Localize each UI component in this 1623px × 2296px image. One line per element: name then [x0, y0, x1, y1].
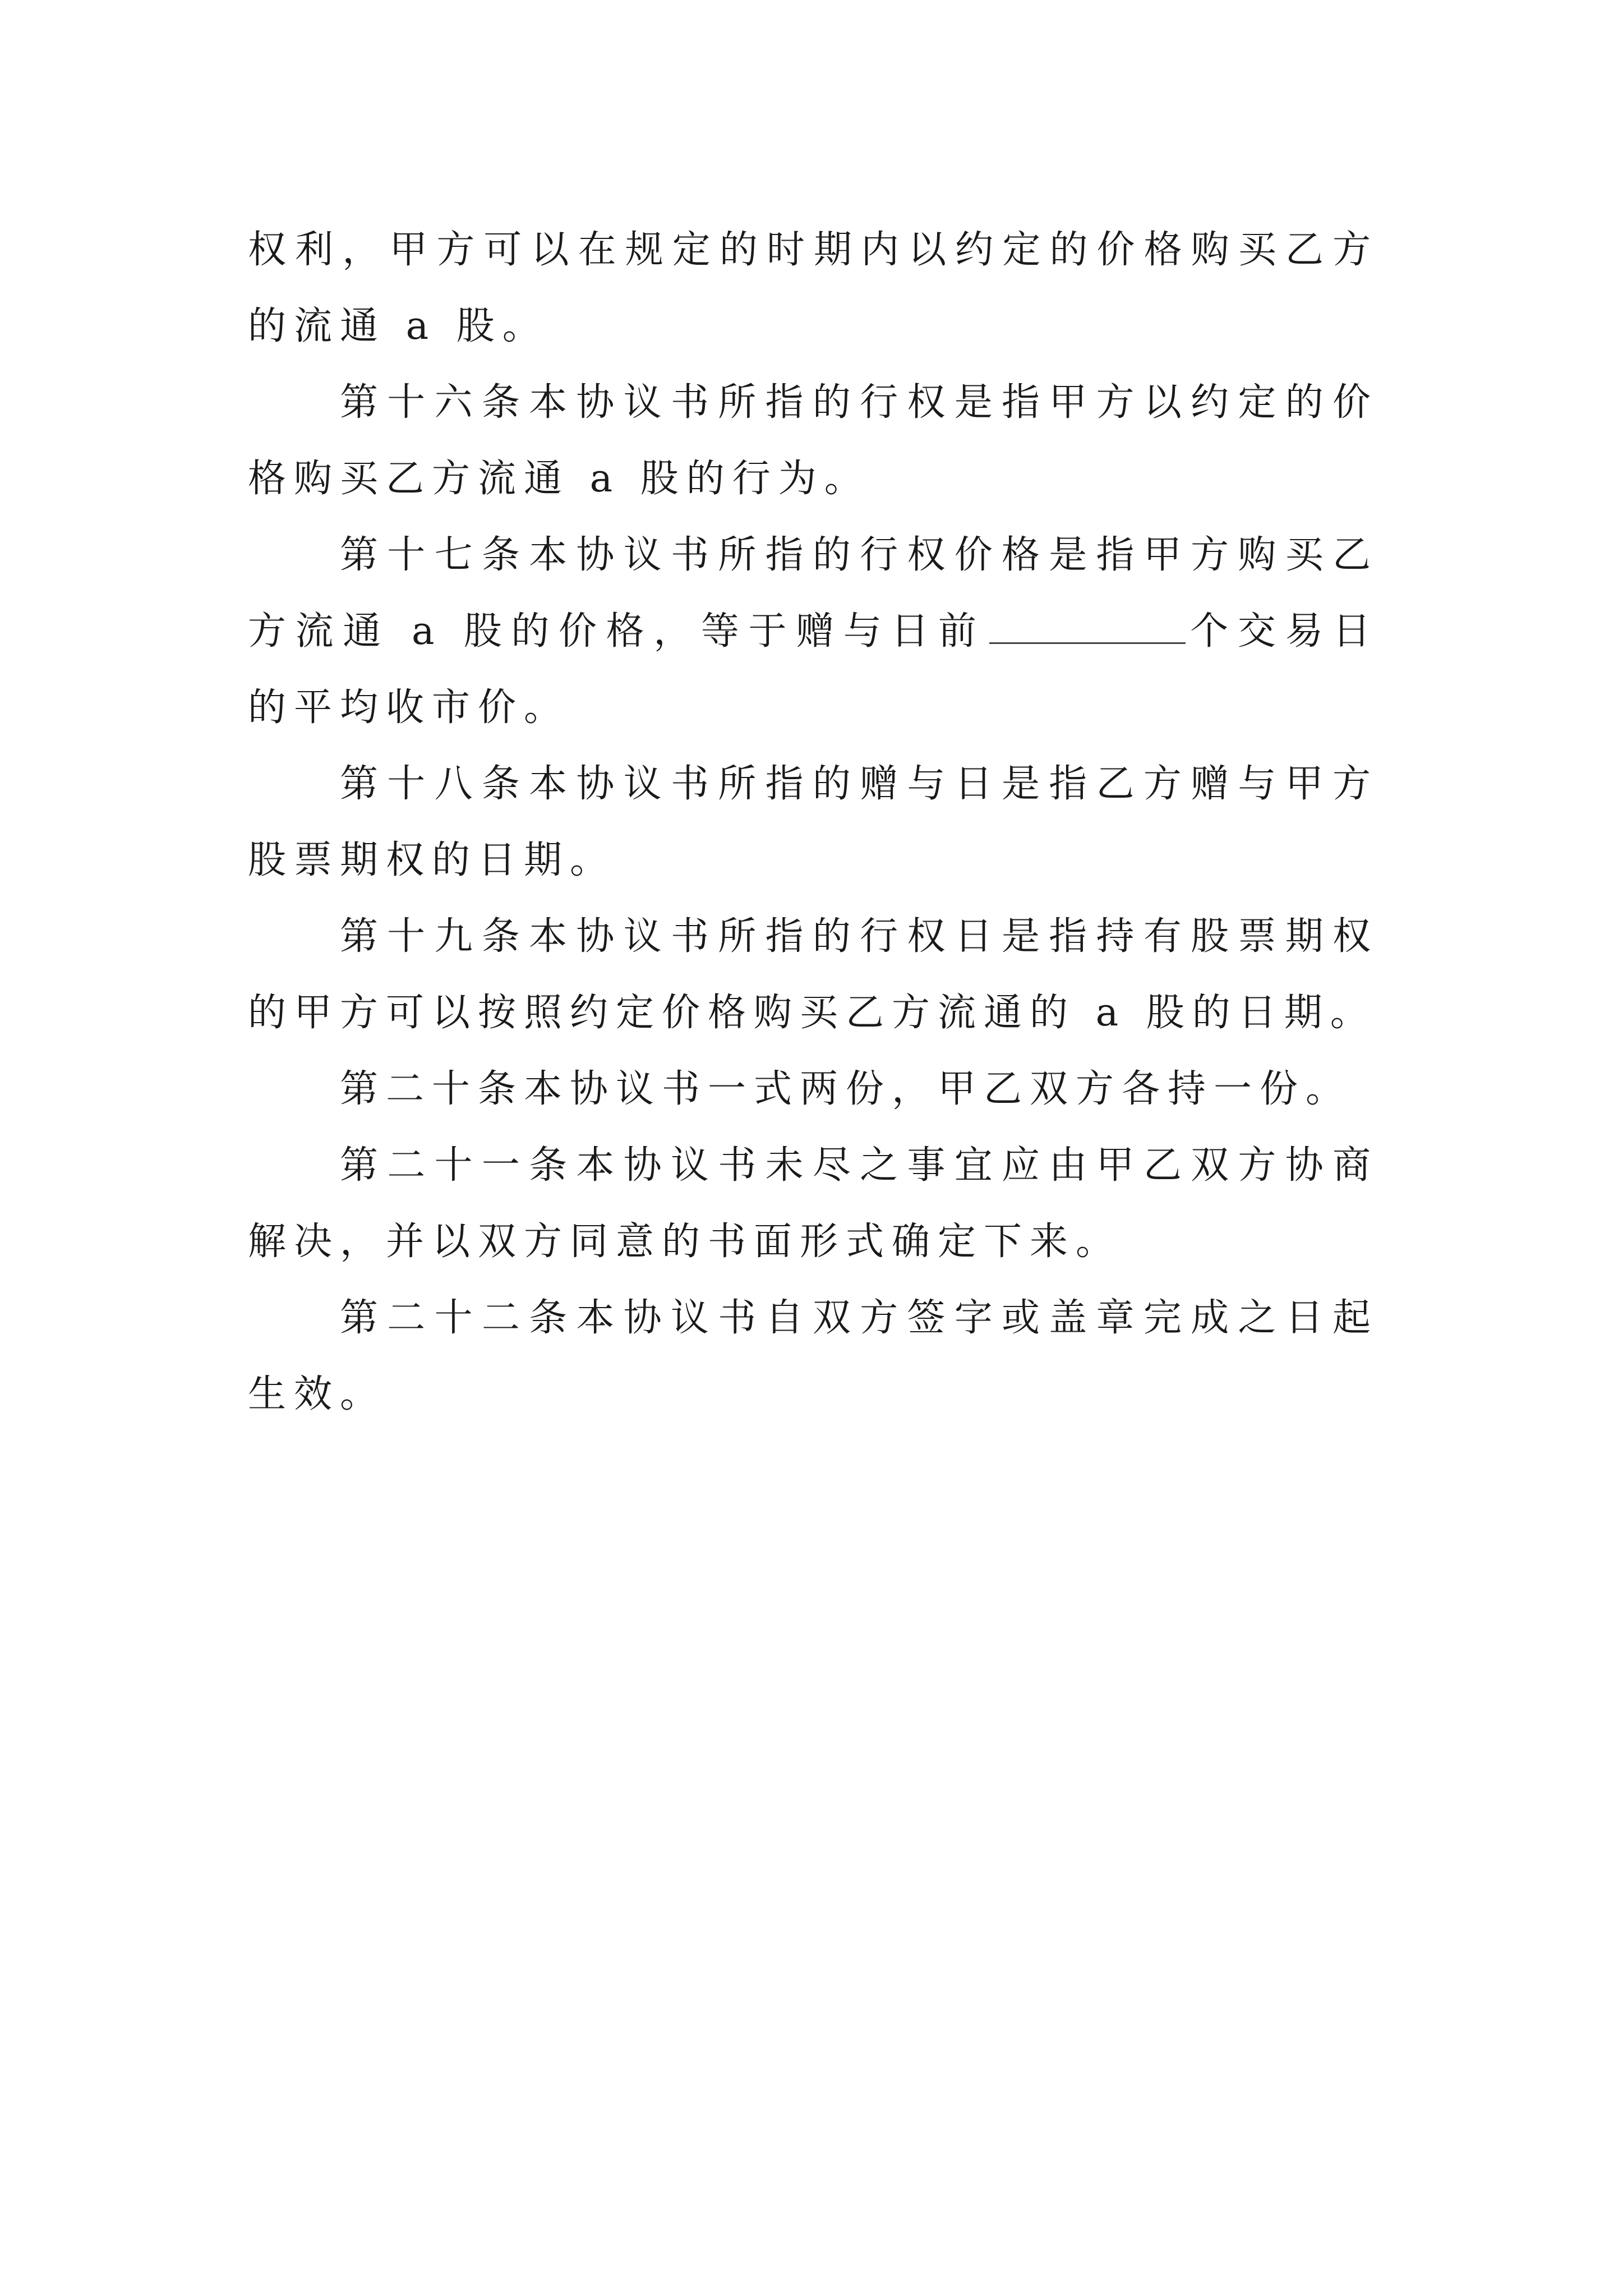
paragraph-article-16: 第十六条本协议书所指的行权是指甲方以约定的价格购买乙方流通 a 股的行为。 [248, 380, 1378, 501]
document-body [248, 212, 1378, 1433]
paragraph-article-20: 第二十条本协议书一式两份，甲乙双方各持一份。 [340, 1067, 1352, 1111]
article-17-text-before: 第十七条本协议书所指的行权价格是指甲方购买乙方流通 a 股的价格，等于赠与日前 [248, 533, 1378, 654]
paragraph-article-17 [248, 517, 1378, 746]
paragraph-continuation: 权利，甲方可以在规定的时期内以约定的价格购买乙方的流通 a 股。 [248, 228, 1378, 348]
paragraph-article-19: 第十九条本协议书所指的行权日是指持有股票期权的甲方可以按照约定价格购买乙方流通的 a 股的日期。 [248, 914, 1378, 1035]
paragraph-article-21: 第二十一条本协议书未尽之事宜应由甲乙双方协商解决，并以双方同意的书面形式确定下来。 [248, 1143, 1378, 1264]
paragraph-article-22: 第二十二条本协议书自双方签字或盖章完成之日起生效。 [248, 1296, 1378, 1416]
article-17-text-after: 个交易日的平均收市价。 [248, 609, 1378, 730]
fill-in-blank [989, 609, 1186, 644]
paragraph-article-18: 第十八条本协议书所指的赠与日是指乙方赠与甲方股票期权的日期。 [248, 762, 1378, 882]
